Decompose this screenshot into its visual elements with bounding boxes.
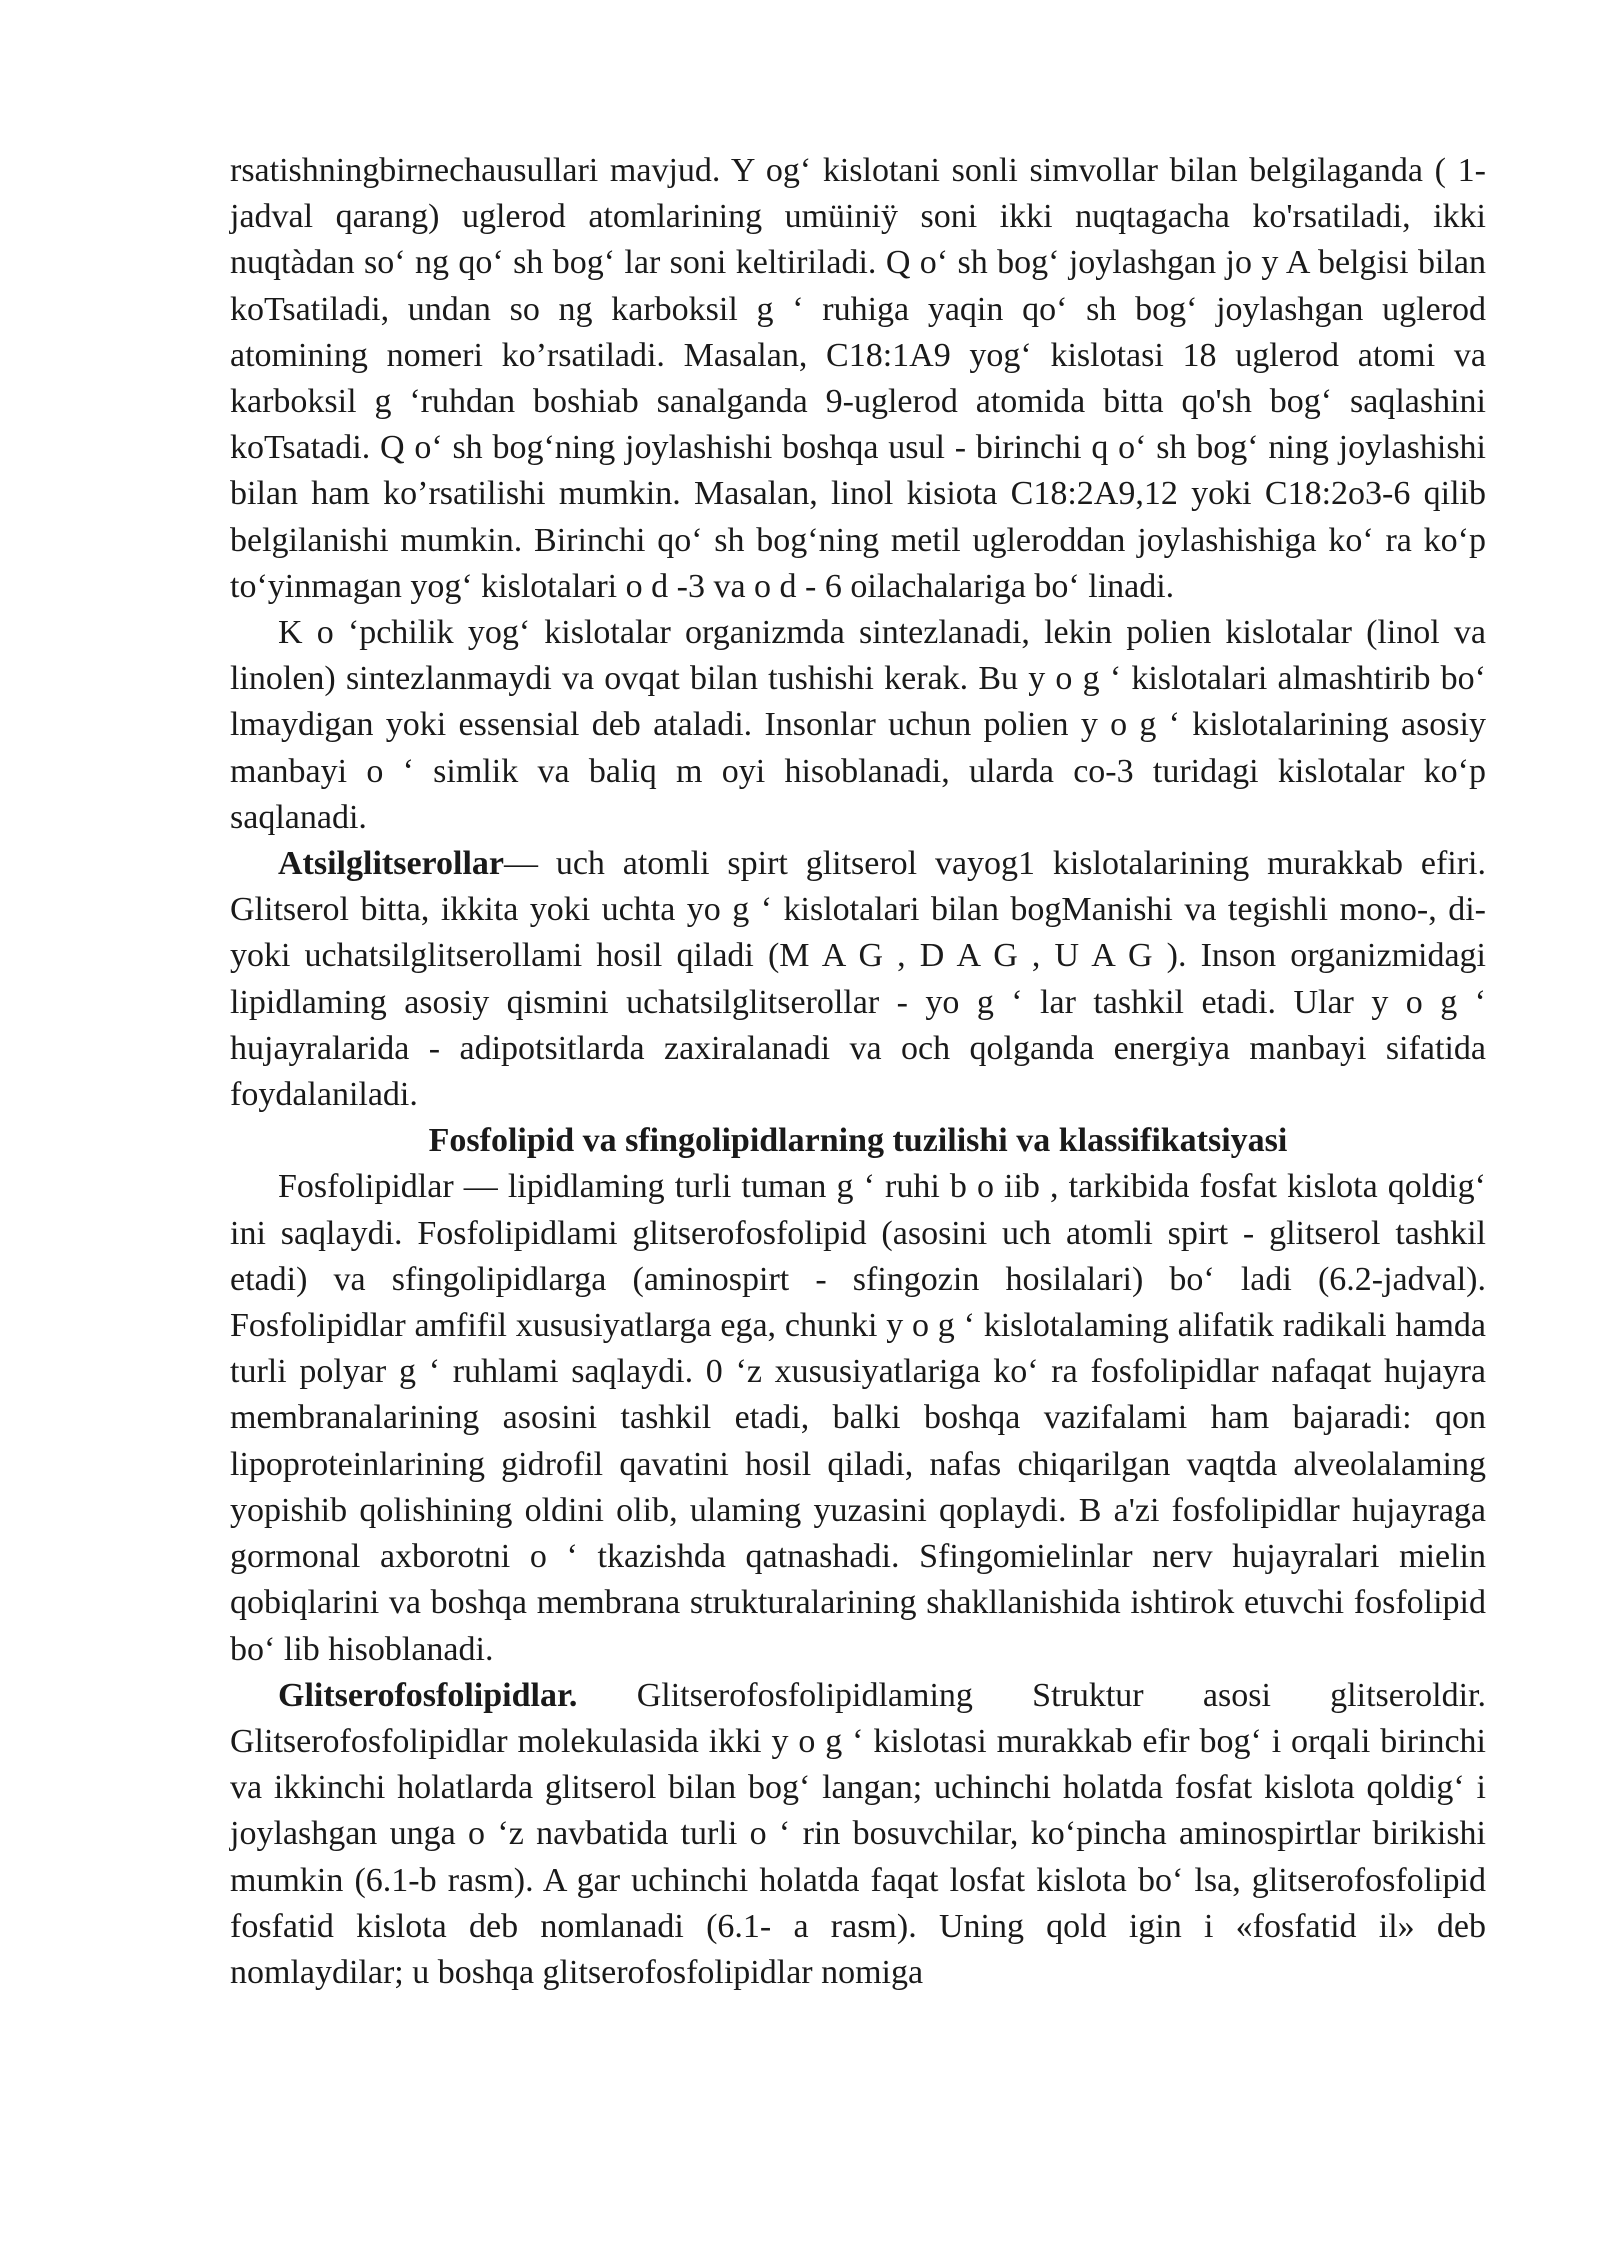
paragraph-glycerophospholipids bbox=[230, 1673, 1486, 1996]
document-page bbox=[230, 148, 1486, 1996]
term-atsilglitserollar: Atsilglitserollar bbox=[278, 845, 504, 883]
paragraph-acylglycerols bbox=[230, 841, 1486, 1118]
paragraph-acylglycerols-text: — uch atomli spirt glitserol vayog1 kislotalarining murakkab efiri. Glitserol bitta, ikkita yoki uchta yo g ‘ kislotalari bilan bogManishi va tegishli mono-, di- yoki uchatsilglitserollami hosil qiladi (M A G , D A G , U A G ). Inson organizmidagi lipidlaming asosiy qismini uchatsilglitserollar - yo g ‘ lar tashkil etadi. Ular y o g ‘ hujayralarida - adipotsitlarda zaxiralanadi va och qolganda energiya manbayi sifatida foydalaniladi. bbox=[230, 845, 1486, 1114]
paragraph-fatty-acid-notation: rsatishningbirnechausullari mavjud. Y og‘ kislotani sonli simvollar bilan belgilaganda ( 1-jadval qarang) uglerod atomlarining umüiniÿ soni ikki nuqtagacha ko'rsatiladi, ikki nuqtàdan so‘ ng qo‘ sh bog‘ lar soni keltiriladi. Q o‘ sh bog‘ joylashgan jo y A belgisi bilan koTsatiladi, undan so ng karboksil g ‘ ruhiga yaqin qo‘ sh bog‘ joylashgan uglerod atomining nomeri ko’rsatiladi. Masalan, C18:1A9 yog‘ kislotasi 18 uglerod atomi va karboksil g ‘ruhdan boshiab sanalganda 9-uglerod atomida bitta qo'sh bog‘ saqlashini koTsatadi. Q o‘ sh bog‘ning joylashishi boshqa usul - birinchi q o‘ sh bog‘ ning joylashishi bilan ham ko’rsatilishi mumkin. Masalan, linol kisiota C18:2A9,12 yoki C18:2o3-6 qilib belgilanishi mumkin. Birinchi qo‘ sh bog‘ning metil ugleroddan joylashishiga ko‘ ra ko‘p to‘yinmagan yog‘ kislotalari o d -3 va o d - 6 oilachalariga bo‘ linadi. bbox=[230, 152, 1486, 605]
paragraph-essential-fatty-acids: K o ‘pchilik yog‘ kislotalar organizmda sintezlanadi, lekin polien kislotalar (linol va linolen) sintezlanmaydi va ovqat bilan tushishi kerak. Bu y o g ‘ kislotalari almashtirib bo‘ lmaydigan yoki essensial deb ataladi. Insonlar uchun polien y o g ‘ kislotalarining asosiy manbayi o ‘ simlik va baliq m oyi hisoblanadi, ularda co-3 turidagi kislotalar ko‘p saqlanadi. bbox=[230, 614, 1486, 836]
term-glitserofosfolipidlar: Glitserofosfolipidlar. bbox=[278, 1676, 578, 1714]
paragraph-glycerophospholipids-text: Glitserofosfolipidlaming Struktur asosi glitseroldir. Glitserofosfolipidlar molekulasida ikki y o g ‘ kislotasi murakkab efir bog‘ i orqali birinchi va ikkinchi holatlarda glitserol bilan bog‘ langan; uchinchi holatda fosfat kislota qoldig‘ i joylashgan unga o ‘z navbatida turli o ‘ rin bosuvchilar, ko‘pincha aminospirtlar birikishi mumkin (6.1-b rasm). A gar uchinchi holatda faqat losfat kislota bo‘ lsa, glitserofosfolipid fosfatid kislota deb nomlanadi (6.1- a rasm). Uning qold igin i «fosfatid il» deb nomlaydilar; u boshqa glitserofosfolipidlar nomiga bbox=[230, 1676, 1486, 1991]
paragraph-phospholipids: Fosfolipidlar — lipidlaming turli tuman g ‘ ruhi b o iib , tarkibida fosfat kislota qoldig‘ ini saqlaydi. Fosfolipidlami glitserofosfolipid (asosini uch atomli spirt - glitserol tashkil etadi) va sfingolipidlarga (aminospirt - sfingozin hosilalari) bo‘ ladi (6.2-jadval). Fosfolipidlar amfifil xususiyatlarga ega, chunki y o g ‘ kislotalaming alifatik radikali hamda turli polyar g ‘ ruhlami saqlaydi. 0 ‘z xususiyatlariga ko‘ ra fosfolipidlar nafaqat hujayra membranalarining asosini tashkil etadi, balki boshqa vazifalami ham bajaradi: qon lipoproteinlarining gidrofil qavatini hosil qiladi, nafas chiqarilgan vaqtda alveolalaming yopishib qolishining oldini olib, ulaming yuzasini qoplaydi. B a'zi fosfolipidlar hujayraga gormonal axborotni o ‘ tkazishda qatnashadi. Sfingomielinlar nerv hujayralari mielin qobiqlarini va boshqa membrana strukturalarining shakllanishida ishtirok etuvchi fosfolipid bo‘ lib hisoblanadi. bbox=[230, 1168, 1486, 1668]
section-heading: Fosfolipid va sfingolipidlarning tuzilishi va klassifikatsiyasi bbox=[428, 1122, 1288, 1160]
